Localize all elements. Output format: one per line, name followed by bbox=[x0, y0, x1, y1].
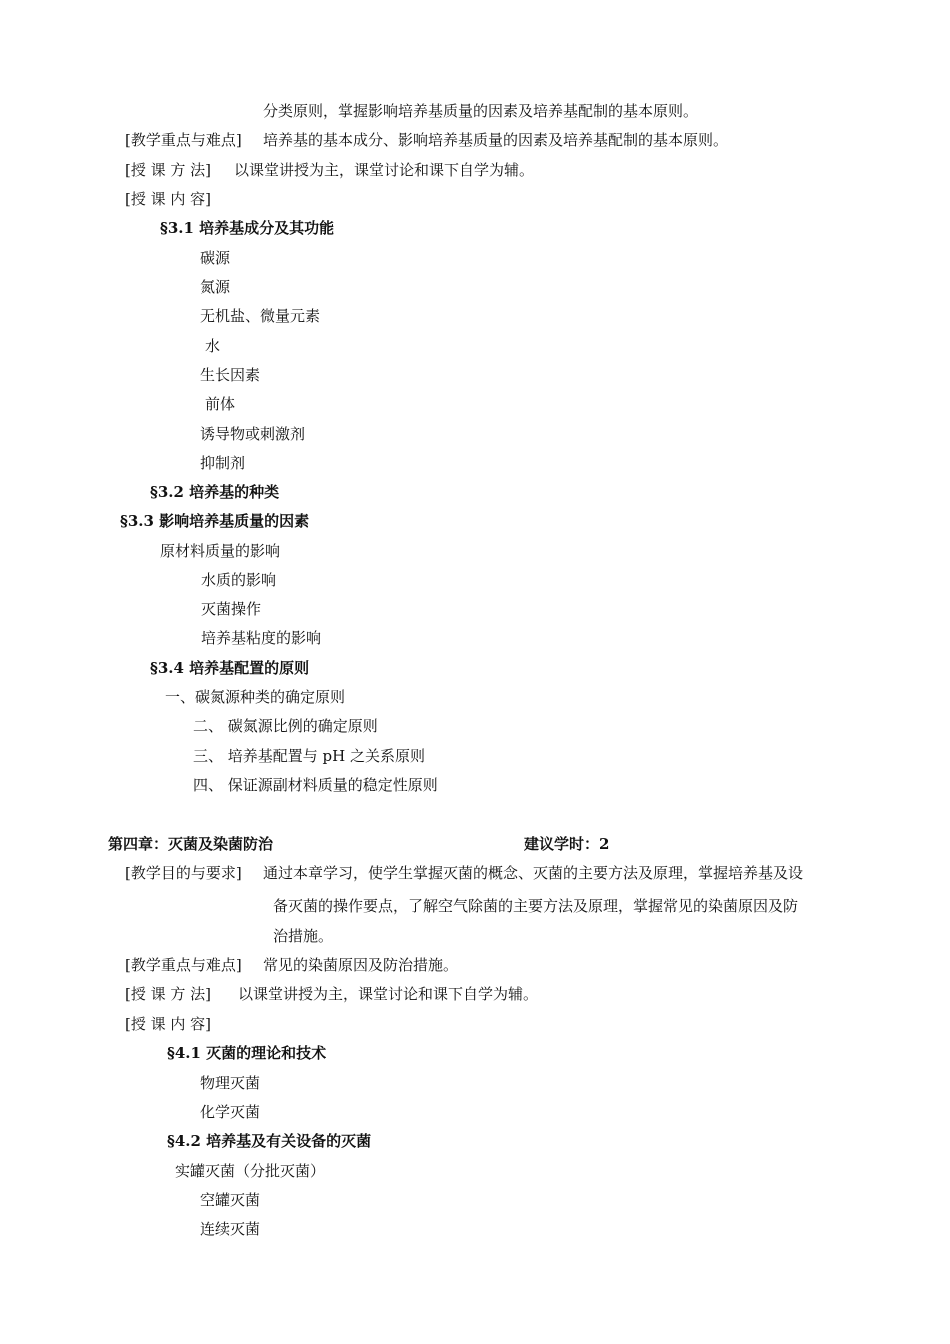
list-item: 物理灭菌 bbox=[200, 1074, 261, 1092]
list-item: 四、 保证源副材料质量的稳定性原则 bbox=[193, 776, 438, 794]
list-item: 灭菌操作 bbox=[201, 600, 262, 618]
list-item: 碳源 bbox=[200, 249, 231, 267]
section-3-3-heading: §3.3 影响培养基质量的因素 bbox=[120, 512, 310, 530]
list-item: 三、 培养基配置与 pH 之关系原则 bbox=[193, 747, 425, 765]
list-item: 二、 碳氮源比例的确定原则 bbox=[193, 717, 378, 735]
ch4-objective-label: [教学目的与要求] bbox=[125, 864, 242, 882]
section-3-2-heading: §3.2 培养基的种类 bbox=[150, 483, 280, 501]
list-item: 水 bbox=[205, 337, 221, 355]
list-item: 氮源 bbox=[200, 278, 231, 296]
list-item: 连续灭菌 bbox=[200, 1220, 261, 1238]
ch3-content-label: [授 课 内 容] bbox=[125, 190, 212, 208]
section-4-1-heading: §4.1 灭菌的理论和技术 bbox=[167, 1044, 327, 1062]
list-item: 抑制剂 bbox=[200, 454, 246, 472]
ch3-method-text: 以课堂讲授为主，课堂讨论和课下自学为辅。 bbox=[234, 161, 535, 179]
ch4-objective-line: 通过本章学习，使学生掌握灭菌的概念、灭菌的主要方法及原理，掌握培养基及设 bbox=[263, 864, 804, 882]
ch4-objective-line: 治措施。 bbox=[273, 927, 334, 945]
ch4-content-label: [授 课 内 容] bbox=[125, 1015, 212, 1033]
list-item: 空罐灭菌 bbox=[200, 1191, 261, 1209]
ch4-method-label: [授 课 方 法] bbox=[125, 985, 212, 1003]
chapter-4-hours: 建议学时：2 bbox=[524, 835, 610, 853]
list-item: 生长因素 bbox=[200, 366, 261, 384]
list-item: 水质的影响 bbox=[201, 571, 277, 589]
ch4-keypoints-text: 常见的染菌原因及防治措施。 bbox=[263, 956, 459, 974]
list-item: 前体 bbox=[205, 395, 236, 413]
ch4-objective-line: 备灭菌的操作要点，了解空气除菌的主要方法及原理，掌握常见的染菌原因及防 bbox=[273, 897, 799, 915]
list-item: 化学灭菌 bbox=[200, 1103, 261, 1121]
list-item: 实罐灭菌（分批灭菌） bbox=[175, 1162, 326, 1180]
list-item: 原材料质量的影响 bbox=[160, 542, 281, 560]
ch3-keypoints-label: [教学重点与难点] bbox=[125, 131, 242, 149]
list-item: 诱导物或刺激剂 bbox=[200, 425, 306, 443]
ch3-method-label: [授 课 方 法] bbox=[125, 161, 212, 179]
section-3-4-heading: §3.4 培养基配置的原则 bbox=[150, 659, 310, 677]
section-3-1-heading: §3.1 培养基成分及其功能 bbox=[160, 219, 335, 237]
ch4-keypoints-label: [教学重点与难点] bbox=[125, 956, 242, 974]
section-4-2-heading: §4.2 培养基及有关设备的灭菌 bbox=[167, 1132, 372, 1150]
ch3-keypoints-text: 培养基的基本成分、影响培养基质量的因素及培养基配制的基本原则。 bbox=[263, 131, 729, 149]
list-item: 一、碳氮源种类的确定原则 bbox=[165, 688, 346, 706]
list-item: 无机盐、微量元素 bbox=[200, 307, 321, 325]
list-item: 培养基粘度的影响 bbox=[201, 629, 322, 647]
chapter-4-title: 第四章：灭菌及染菌防治 bbox=[108, 835, 274, 853]
ch4-method-text: 以课堂讲授为主，课堂讨论和课下自学为辅。 bbox=[238, 985, 539, 1003]
ch3-objective-tail: 分类原则，掌握影响培养基质量的因素及培养基配制的基本原则。 bbox=[263, 102, 699, 120]
